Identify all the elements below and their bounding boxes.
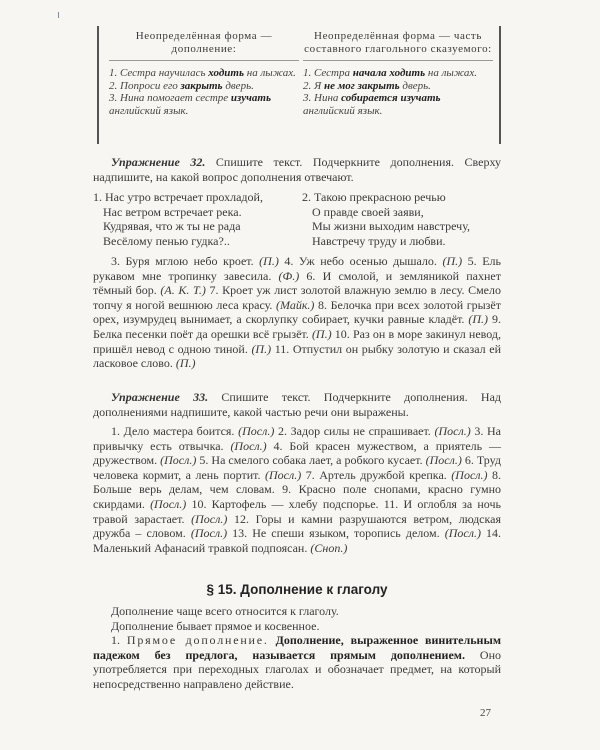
table-example (109, 92, 299, 117)
right-examples (303, 67, 493, 117)
definition-term: Прямое дополнение. (126, 633, 269, 648)
left-examples (109, 67, 299, 117)
exercise-32-text (93, 254, 501, 371)
poem-line: О правде своей заяви, (312, 204, 424, 219)
sentence-text: 10. Раз он в море закинул невод, пришёл невод с одною тиной. (93, 326, 501, 356)
source-attribution: (Посл.) (150, 496, 187, 511)
example-text: дверь. (399, 79, 431, 92)
table-example (303, 92, 493, 117)
section-title: § 15. Дополнение к глаголу (206, 582, 388, 597)
section-body (93, 604, 501, 692)
example-text: английский язык. (303, 104, 383, 117)
exercise-33-label: Упражнение 33. (111, 390, 209, 404)
poem-line: Мы жизни выходим навстречу, (312, 219, 470, 234)
source-attribution: (А. К. Т.) (160, 283, 206, 298)
source-attribution: (П.) (311, 326, 332, 341)
left-column-header: Неопределённая форма — дополнение: (135, 30, 273, 55)
poem-line: Навстречу труду и любви. (312, 233, 446, 248)
sentence-text: 10. Картофель — хлебу подспорье. 11. И оглобля за ночь травой зарастает. (93, 496, 502, 526)
exercise-33-text (93, 424, 501, 555)
example-text: Нина помогает сестре (120, 92, 231, 104)
example-text: Сестра (314, 67, 353, 79)
page-number: 27 (480, 707, 491, 719)
example-keyword: ходить (208, 67, 244, 79)
example-keyword: закрыть (180, 79, 223, 92)
table-left-column (109, 30, 299, 117)
source-attribution: (Посл.) (190, 526, 228, 541)
sentence-text: 11. Отпустил он рыбку золотую и сказал ей ласковое слово. (93, 341, 501, 371)
table-right-column (303, 30, 493, 117)
poem-line: 2. Такою прекрасною речью (302, 190, 446, 204)
poem-line: Кудрявая, что ж ты не рада (103, 219, 241, 234)
sentence-text: 1. Дело мастера боится. (111, 424, 239, 438)
table-example (303, 67, 493, 80)
example-text: Я (314, 79, 324, 92)
source-attribution: (Посл.) (451, 467, 488, 482)
exercise-33-instruction (93, 390, 501, 419)
poem-line: 1. Нас утро встречает прохладой, (93, 190, 263, 204)
exercise-32-label: Упражнение 32. (111, 155, 206, 169)
source-attribution: (П.) (442, 254, 463, 268)
example-text: на лыжах. (425, 67, 478, 79)
definition-explanation: Оно употребляется при переходных глаголах и обозначает предмет, на который непосредственно направлено действие. (93, 647, 501, 691)
source-attribution: (Ф.) (278, 268, 300, 283)
example-text: дверь. (222, 79, 254, 92)
source-attribution: (П.) (251, 341, 272, 356)
sentence-text: 13. Не спеши языком, торопись делом. (227, 526, 445, 541)
poem-line: Весёлому пенью гудка?.. (103, 233, 230, 248)
sentence-text: 4. Уж небо осенью дышало. (278, 254, 443, 268)
table-example (303, 80, 493, 93)
example-text: Нина (314, 92, 342, 104)
source-attribution: (П.) (175, 356, 196, 371)
example-keyword: начала ходить (352, 67, 426, 79)
sentence-text: 12. Горы и камни разрушаются ветром, людская дружба – словом. (93, 511, 501, 541)
example-keyword: собирается изучать (341, 92, 441, 104)
sentence-text: 14. Маленький Афанасий травкой подпоясан. (93, 526, 502, 555)
source-attribution: (Снoп.) (310, 540, 348, 555)
comparison-table (97, 26, 501, 144)
sentence-text: 7. Артель дружбой крепка. (301, 467, 452, 482)
example-text: английский язык. (109, 104, 189, 117)
poem-2 (302, 190, 470, 248)
example-number: 3. (303, 92, 312, 104)
source-attribution: (Посл.) (264, 467, 302, 482)
sentence-text: 9. Белка песенки поёт да орешки всё грызёт. (93, 312, 501, 341)
sentence-text: 6. Труд человека кормит, а лень портит. (93, 453, 501, 482)
example-keyword: не мог закрыть (323, 79, 400, 92)
sentence-text: 4. Бой красен мужеством, а приятель — дружеством. (93, 438, 502, 468)
section-paragraph-2: Дополнение бывает прямое и косвенное. (111, 618, 320, 633)
source-attribution: (П.) (468, 312, 489, 327)
sentence-text: 2. Задор силы не спрашивает. (274, 424, 435, 438)
header-divider (109, 60, 299, 61)
sentence-text: 5. Ель рукавом мне тропинку завесила. (93, 254, 501, 283)
header-divider (303, 60, 493, 61)
example-number: 2. (109, 79, 118, 92)
source-attribution: (Посл.) (425, 453, 462, 468)
exercise-32-task: Спишите текст. Подчеркните дополнения. Сверху надпишите, на какой вопрос дополнения отвечают. (93, 155, 502, 184)
example-text: на лыжах. (244, 67, 296, 79)
source-attribution: (Посл.) (160, 453, 197, 468)
example-text: Сестра научилась (120, 67, 209, 79)
sentence-text: 3. Буря мглою небо кроет. (111, 254, 260, 268)
poem-line: Нас ветром встречает река. (103, 204, 242, 219)
sentence-text: 3. На привычку есть отвычка. (93, 424, 501, 453)
sentence-text: 6. И смолой, и земляникой пахнет тёмный бор. (93, 268, 502, 298)
example-number: 1. (303, 67, 312, 79)
source-attribution: (Посл.) (230, 438, 267, 453)
source-attribution: (Майк.) (276, 297, 315, 312)
source-attribution: (П.) (259, 254, 279, 268)
section-paragraph-3 (93, 633, 501, 691)
source-attribution: (Посл.) (238, 424, 275, 438)
section-paragraph-1: Дополнение чаще всего относится к глаголу. (111, 604, 339, 618)
example-text: Попроси его (120, 79, 181, 92)
margin-mark (58, 12, 59, 18)
table-example (109, 80, 299, 93)
source-attribution: (Посл.) (434, 424, 471, 438)
sentence-text: 5. На смелого собака лает, а робкого кусает. (196, 453, 426, 468)
source-attribution: (Посл.) (444, 526, 481, 541)
source-attribution: (Посл.) (191, 511, 228, 526)
exercise-33-task: Спишите текст. Подчеркните дополнения. Над дополнениями надпишите, какой частью речи они выражены. (93, 390, 501, 419)
right-column-header: Неопределённая форма — часть составного глагольного сказуемого: (304, 30, 492, 55)
example-keyword: изучать (230, 92, 271, 104)
example-number: 1. (109, 67, 118, 79)
example-number: 2. (303, 79, 312, 92)
definition-rule: Дополнение, выраженное винительным падежом без предлога, называется прямым дополнением. (93, 633, 502, 662)
sentence-text: 8. Больше верь делам, чем словам. 9. Красно поле снопами, красно гумно скирдами. (93, 467, 502, 511)
definition-number: 1. (111, 633, 127, 648)
sentence-text: 7. Кроет уж лист золотой влажную землю в лесу. Смело топчу я ногой вешнюю леса красу. (93, 283, 501, 312)
example-number: 3. (109, 92, 118, 104)
poem-1 (93, 190, 263, 248)
table-example (109, 67, 299, 80)
sentence-text: 8. Белочка при всех золотой грызёт орех, изумрудец вынимает, а скорлупку собирает, кучки равные кладёт. (93, 297, 501, 327)
exercise-32-instruction (93, 155, 501, 184)
